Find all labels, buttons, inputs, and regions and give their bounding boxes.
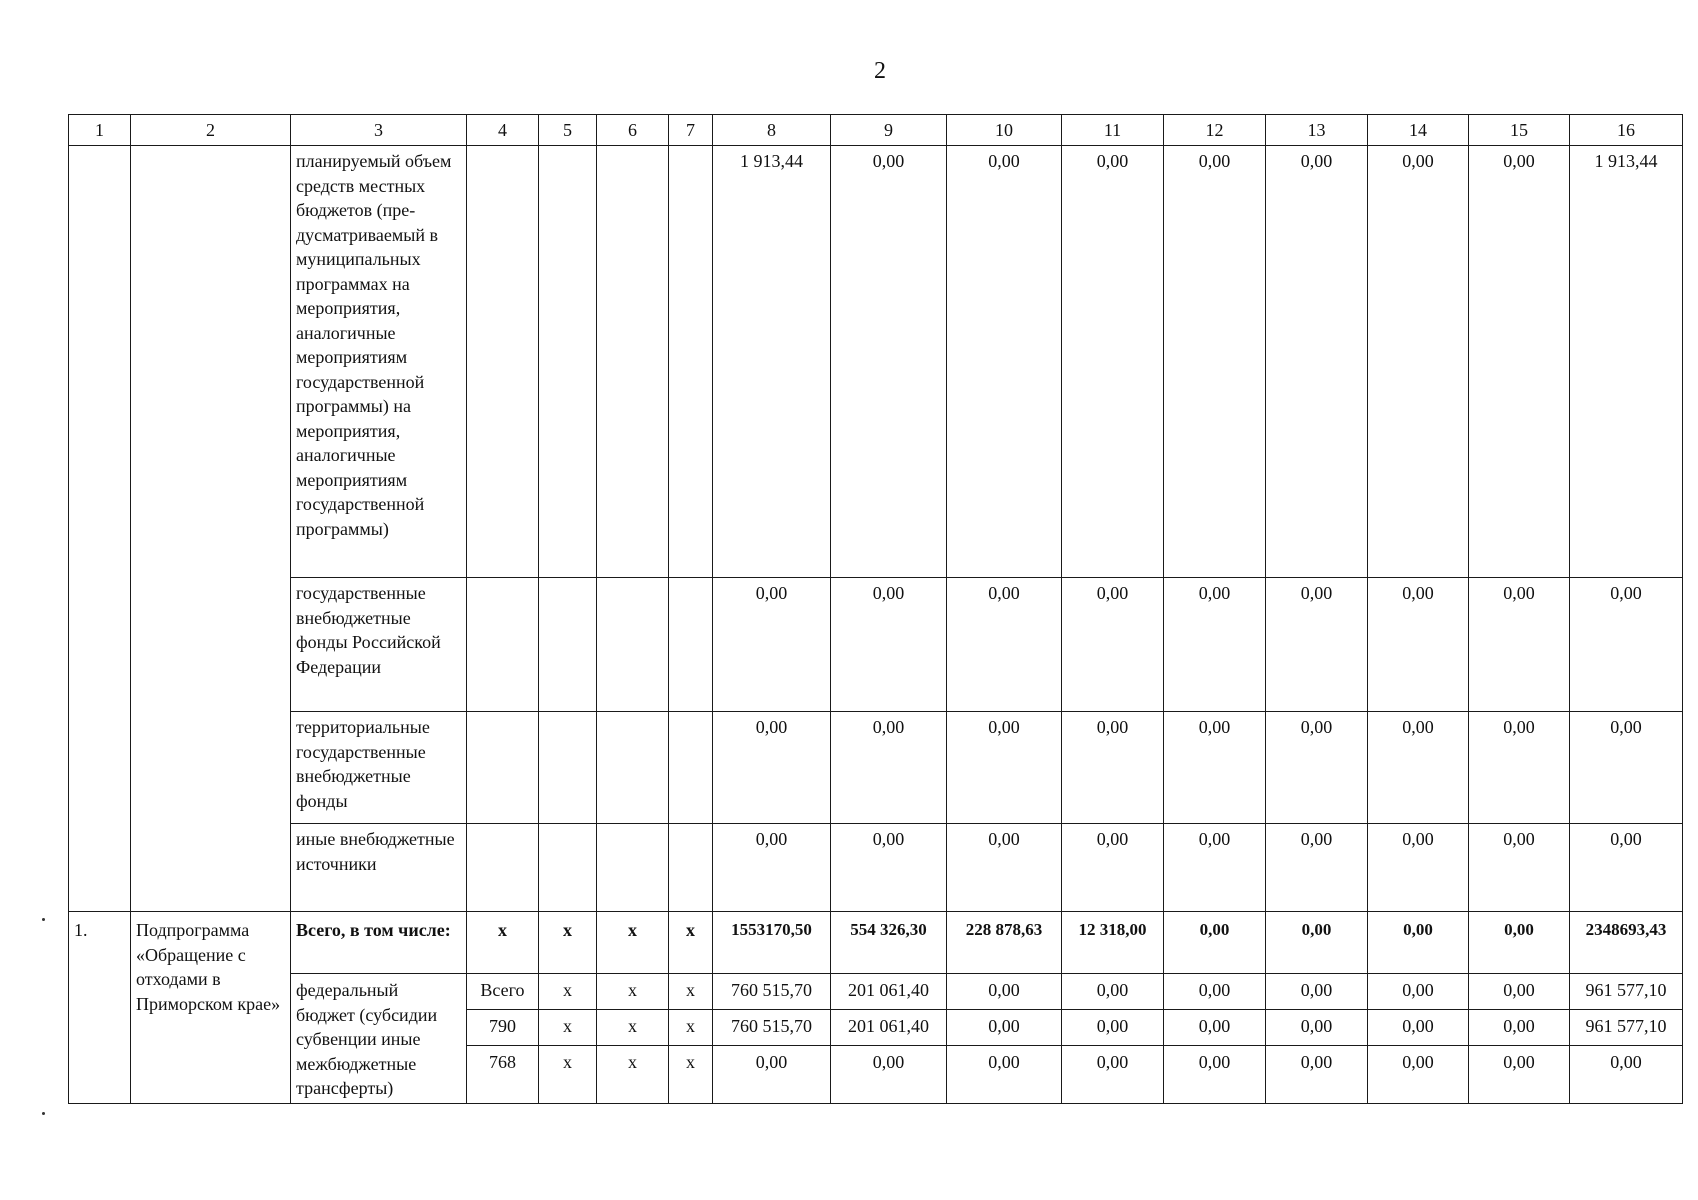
mark-cell: x xyxy=(597,1010,669,1046)
mark-cell: x xyxy=(539,1010,597,1046)
mark-cell: x xyxy=(597,1046,669,1104)
value-cell: 0,00 xyxy=(831,1046,947,1104)
empty-cell xyxy=(467,824,539,912)
value-cell: 0,00 xyxy=(1368,824,1469,912)
value-cell: 0,00 xyxy=(1164,824,1266,912)
empty-cell xyxy=(597,824,669,912)
value-cell: 201 061,40 xyxy=(831,974,947,1010)
source-label: территориальные государственные внебюджетные фонды xyxy=(291,712,467,824)
value-cell: 0,00 xyxy=(1266,578,1368,712)
value-cell: 0,00 xyxy=(1164,912,1266,974)
subprogram-name: Подпрограмма «Обращение с отходами в Приморском крае» xyxy=(131,912,291,1104)
value-cell: 0,00 xyxy=(1469,1010,1570,1046)
column-number: 14 xyxy=(1368,115,1469,146)
page-number: 2 xyxy=(874,58,886,84)
budget-table xyxy=(68,114,1683,1104)
empty-cell xyxy=(669,712,713,824)
source-label: планируемый объем средств местных бюджетов (предусматриваемый в муниципальных программах на мероприятия, аналогичные мероприятиям государственной программы) на мероприятия, аналогичные мероприятиям государственной программы) xyxy=(291,146,467,578)
value-cell: 0,00 xyxy=(1164,578,1266,712)
subprogram-number: 1. xyxy=(69,912,131,1104)
empty-cell xyxy=(467,146,539,578)
value-cell: 0,00 xyxy=(1062,578,1164,712)
value-cell: 0,00 xyxy=(831,146,947,578)
value-cell: 760 515,70 xyxy=(713,974,831,1010)
value-cell: 961 577,10 xyxy=(1570,1010,1683,1046)
empty-cell xyxy=(539,712,597,824)
table-row-territorial-funds xyxy=(69,712,1683,824)
column-number: 16 xyxy=(1570,115,1683,146)
column-number: 2 xyxy=(131,115,291,146)
empty-cell xyxy=(467,578,539,712)
value-cell: 0,00 xyxy=(1062,1046,1164,1104)
value-cell: 0,00 xyxy=(831,824,947,912)
value-cell: 2348693,43 xyxy=(1570,912,1683,974)
empty-cell xyxy=(669,824,713,912)
value-cell: 0,00 xyxy=(1368,712,1469,824)
scan-speck xyxy=(42,918,45,921)
code-cell: x xyxy=(467,912,539,974)
value-cell: 0,00 xyxy=(1368,1046,1469,1104)
empty-cell xyxy=(669,578,713,712)
mark-cell: x xyxy=(669,1010,713,1046)
empty-cell xyxy=(597,712,669,824)
column-number: 3 xyxy=(291,115,467,146)
empty-cell xyxy=(597,578,669,712)
value-cell: 0,00 xyxy=(1164,1010,1266,1046)
empty-cell xyxy=(539,824,597,912)
value-cell: 0,00 xyxy=(1266,1046,1368,1104)
empty-name-cell xyxy=(131,146,291,912)
source-label: государственные внебюджетные фонды Российской Федерации xyxy=(291,578,467,712)
value-cell: 0,00 xyxy=(1164,1046,1266,1104)
value-cell: 760 515,70 xyxy=(713,1010,831,1046)
value-cell: 0,00 xyxy=(947,1046,1062,1104)
total-label: Всего, в том числе: xyxy=(291,912,467,974)
mark-cell: x xyxy=(669,1046,713,1104)
table-row-other-sources xyxy=(69,824,1683,912)
column-number: 8 xyxy=(713,115,831,146)
value-cell: 0,00 xyxy=(1570,712,1683,824)
value-cell: 0,00 xyxy=(1570,824,1683,912)
value-cell: 0,00 xyxy=(1266,912,1368,974)
code-cell: x xyxy=(669,912,713,974)
value-cell: 0,00 xyxy=(947,712,1062,824)
value-cell: 0,00 xyxy=(1469,712,1570,824)
table-row-federal-total xyxy=(69,974,1683,1010)
table-row-local-budgets xyxy=(69,146,1683,578)
code-cell: x xyxy=(539,912,597,974)
empty-cell xyxy=(539,146,597,578)
empty-cell xyxy=(669,146,713,578)
value-cell: 0,00 xyxy=(1266,712,1368,824)
value-cell: 0,00 xyxy=(1062,824,1164,912)
empty-cell xyxy=(539,578,597,712)
value-cell: 0,00 xyxy=(947,1010,1062,1046)
mark-cell: x xyxy=(597,974,669,1010)
empty-cell xyxy=(467,712,539,824)
value-cell: 0,00 xyxy=(713,1046,831,1104)
column-number: 7 xyxy=(669,115,713,146)
column-number: 5 xyxy=(539,115,597,146)
value-cell: 0,00 xyxy=(1164,712,1266,824)
mark-cell: x xyxy=(669,974,713,1010)
value-cell: 0,00 xyxy=(831,578,947,712)
value-cell: 0,00 xyxy=(713,712,831,824)
column-number-row xyxy=(69,115,1683,146)
value-cell: 0,00 xyxy=(1062,1010,1164,1046)
scan-speck xyxy=(42,1112,45,1115)
value-cell: 1553170,50 xyxy=(713,912,831,974)
value-cell: 0,00 xyxy=(1266,824,1368,912)
value-cell: 0,00 xyxy=(1469,1046,1570,1104)
value-cell: 0,00 xyxy=(1368,974,1469,1010)
value-cell: 0,00 xyxy=(1469,578,1570,712)
column-number: 4 xyxy=(467,115,539,146)
value-cell: 0,00 xyxy=(1469,912,1570,974)
code-cell: Всего xyxy=(467,974,539,1010)
value-cell: 0,00 xyxy=(947,146,1062,578)
table-row-subprogram-total xyxy=(69,912,1683,974)
value-cell: 0,00 xyxy=(713,824,831,912)
value-cell: 0,00 xyxy=(1368,1010,1469,1046)
column-number: 13 xyxy=(1266,115,1368,146)
value-cell: 0,00 xyxy=(947,974,1062,1010)
value-cell: 554 326,30 xyxy=(831,912,947,974)
value-cell: 0,00 xyxy=(713,578,831,712)
value-cell: 0,00 xyxy=(1062,146,1164,578)
code-cell: x xyxy=(597,912,669,974)
table-row-state-funds xyxy=(69,578,1683,712)
value-cell: 0,00 xyxy=(1266,146,1368,578)
value-cell: 228 878,63 xyxy=(947,912,1062,974)
value-cell: 1 913,44 xyxy=(713,146,831,578)
column-number: 9 xyxy=(831,115,947,146)
value-cell: 0,00 xyxy=(1368,146,1469,578)
code-cell: 790 xyxy=(467,1010,539,1046)
value-cell: 0,00 xyxy=(947,578,1062,712)
value-cell: 0,00 xyxy=(1266,974,1368,1010)
value-cell: 0,00 xyxy=(1062,974,1164,1010)
value-cell: 0,00 xyxy=(947,824,1062,912)
value-cell: 0,00 xyxy=(1266,1010,1368,1046)
mark-cell: x xyxy=(539,974,597,1010)
value-cell: 0,00 xyxy=(1469,824,1570,912)
value-cell: 201 061,40 xyxy=(831,1010,947,1046)
empty-number-cell xyxy=(69,146,131,912)
value-cell: 0,00 xyxy=(831,712,947,824)
value-cell: 0,00 xyxy=(1164,974,1266,1010)
value-cell: 0,00 xyxy=(1368,578,1469,712)
code-cell: 768 xyxy=(467,1046,539,1104)
value-cell: 0,00 xyxy=(1570,1046,1683,1104)
source-label: иные внебюджетные источники xyxy=(291,824,467,912)
mark-cell: x xyxy=(539,1046,597,1104)
empty-cell xyxy=(597,146,669,578)
column-number: 11 xyxy=(1062,115,1164,146)
value-cell: 1 913,44 xyxy=(1570,146,1683,578)
column-number: 6 xyxy=(597,115,669,146)
column-number: 12 xyxy=(1164,115,1266,146)
value-cell: 0,00 xyxy=(1469,146,1570,578)
value-cell: 12 318,00 xyxy=(1062,912,1164,974)
column-number: 10 xyxy=(947,115,1062,146)
value-cell: 0,00 xyxy=(1062,712,1164,824)
column-number: 15 xyxy=(1469,115,1570,146)
column-number: 1 xyxy=(69,115,131,146)
value-cell: 0,00 xyxy=(1368,912,1469,974)
value-cell: 0,00 xyxy=(1469,974,1570,1010)
value-cell: 0,00 xyxy=(1164,146,1266,578)
value-cell: 0,00 xyxy=(1570,578,1683,712)
federal-budget-label: федеральный бюджет (субсидии субвенции иные межбюджетные трансферты) xyxy=(291,974,467,1104)
value-cell: 961 577,10 xyxy=(1570,974,1683,1010)
